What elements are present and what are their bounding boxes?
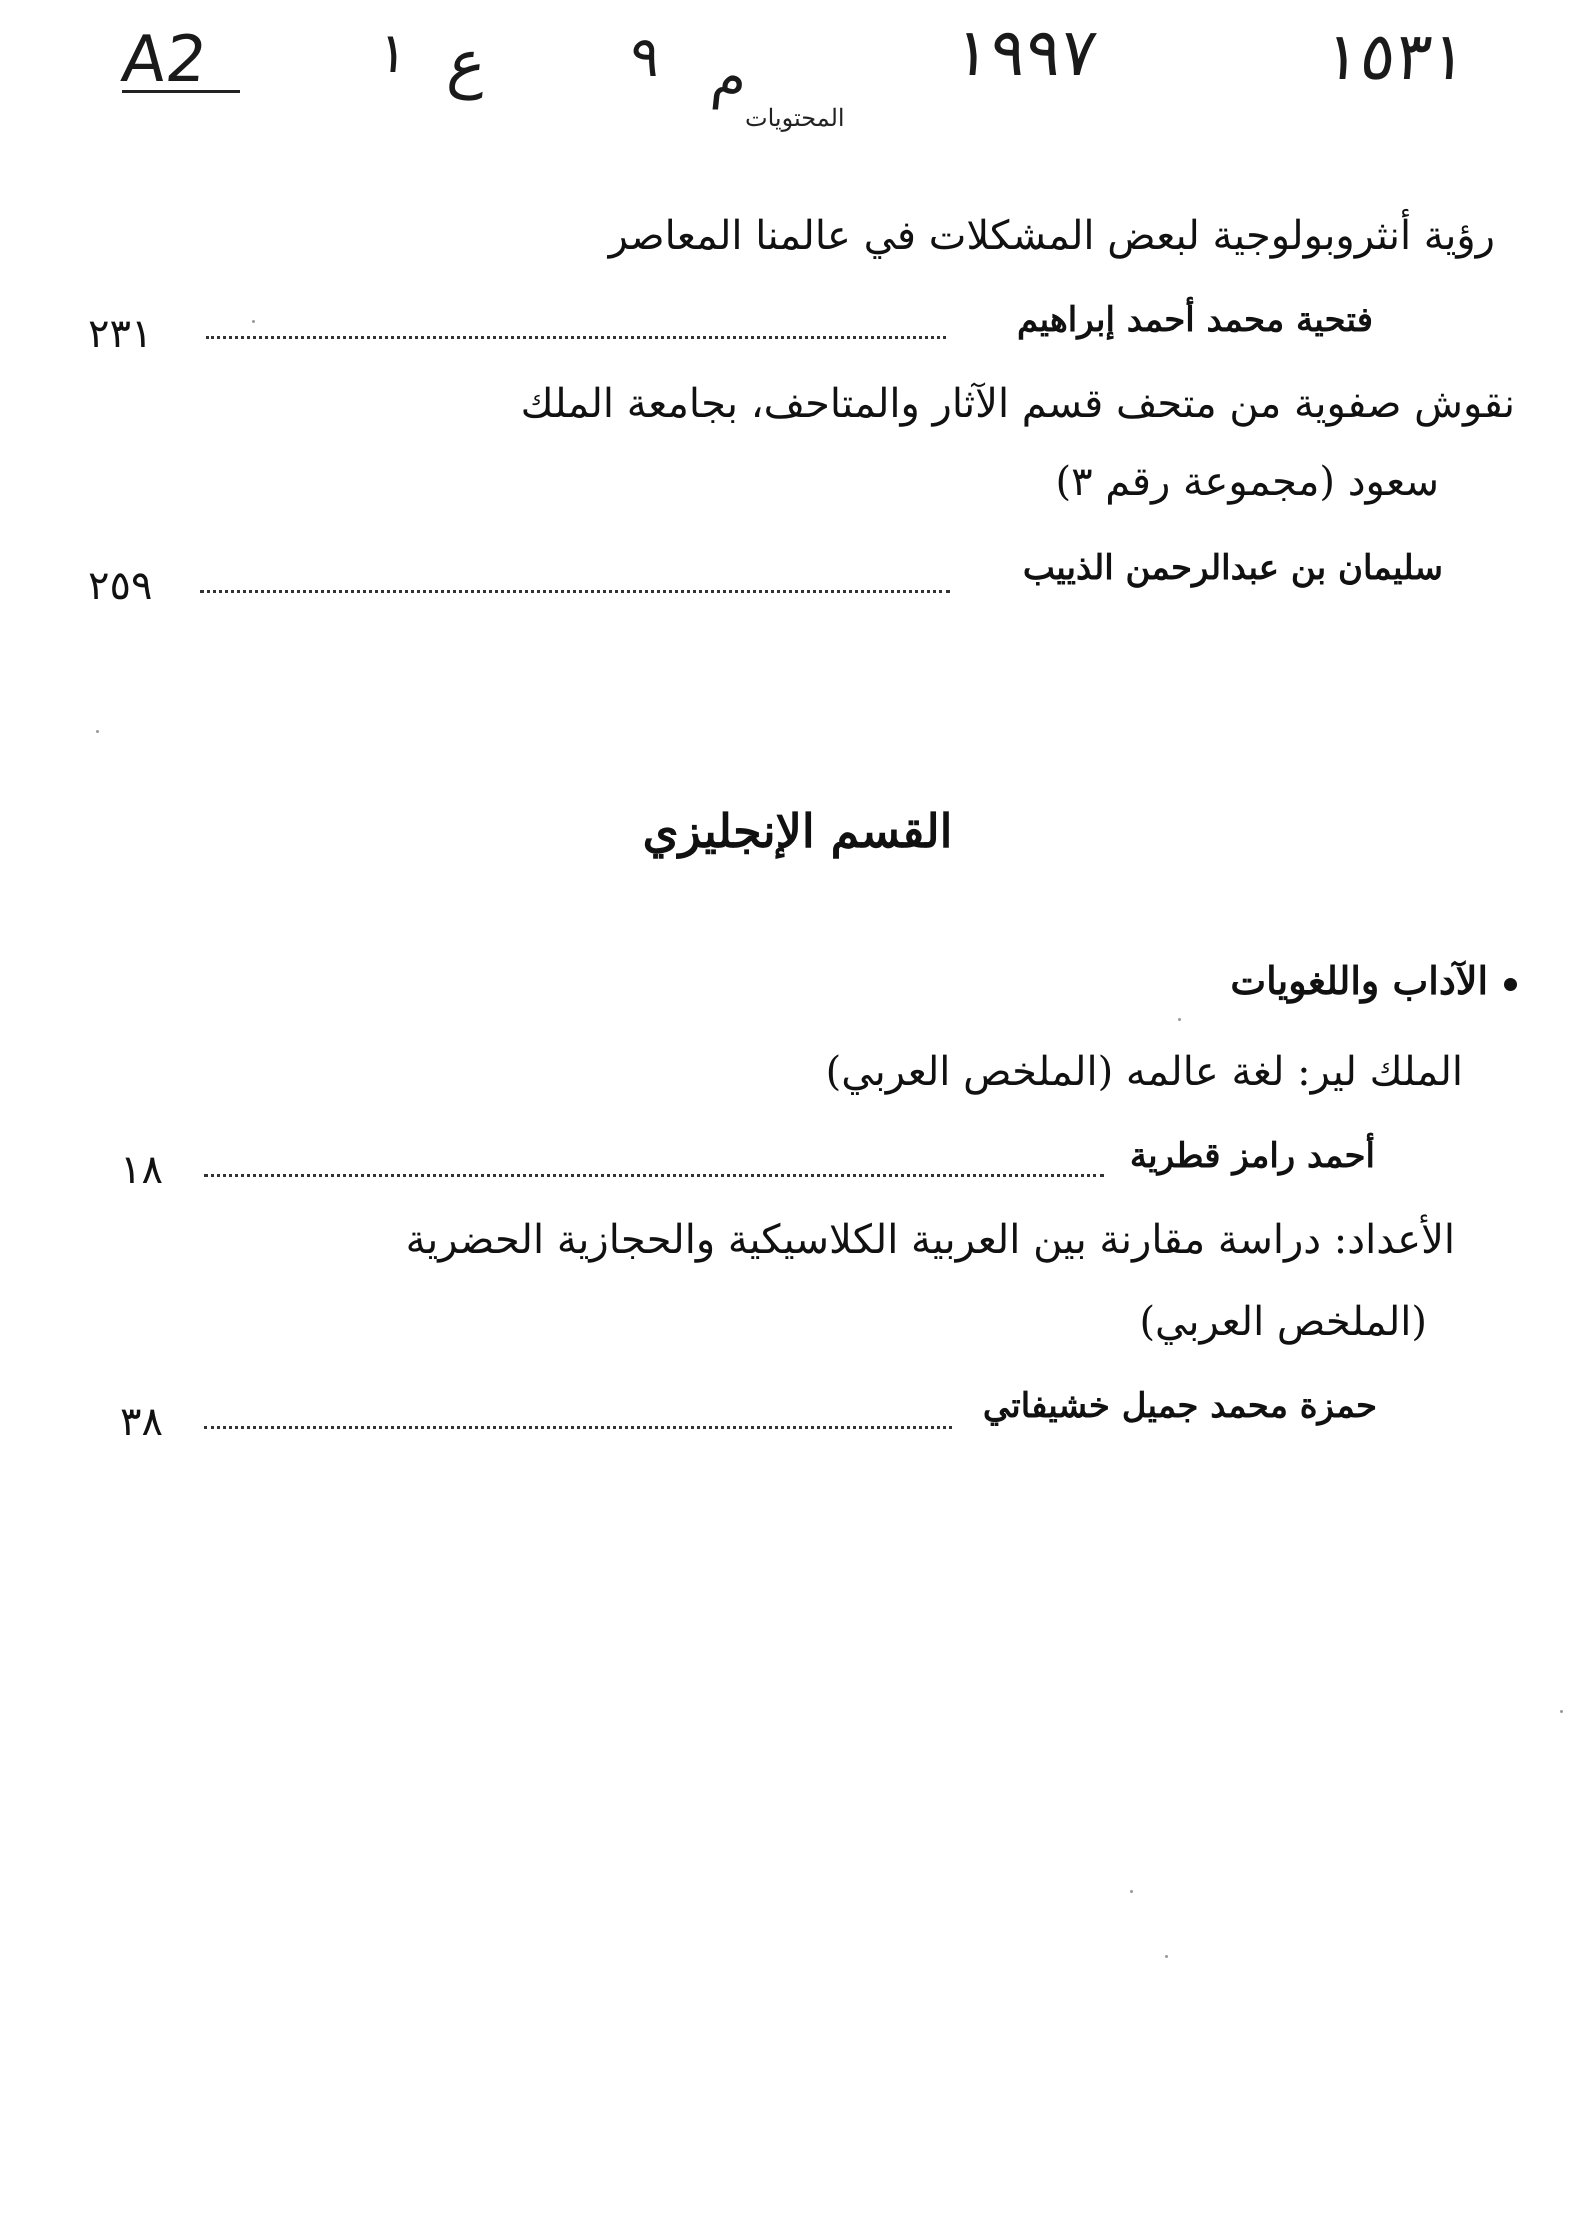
handwritten-year: ١٩٩٧ [951,14,1101,91]
entry-2-title-line-1: نقوش صفوية من متحف قسم الآثار والمتاحف، بجامعة الملك [520,381,1515,427]
handwritten-mark-1: ١ [374,21,412,86]
handwritten-code: A2 [118,23,211,97]
bullet-icon [1504,978,1517,991]
entry-1-author: فتحية محمد أحمد إبراهيم [1016,300,1373,340]
entry-1-dot-leader [206,336,946,339]
entry-1-title-line-1: رؤية أنثروبولوجية لبعض المشكلات في عالمنا المعاصر [608,213,1495,259]
scan-speck [1165,1955,1168,1958]
english-entry-1-dot-leader [204,1174,1104,1177]
handwritten-mark-2: ع [444,27,491,101]
scan-speck [252,320,255,323]
scan-speck [1178,1018,1181,1021]
subsection-label: الآداب واللغويات [1230,958,1488,1003]
entry-2-title-line-2: سعود (مجموعة رقم ٣) [1055,459,1439,505]
english-entry-2-title-line-1: الأعداد: دراسة مقارنة بين العربية الكلاسيكية والحجازية الحضرية [405,1217,1455,1263]
english-entry-2-page-number: ٣٨ [120,1399,163,1445]
entry-2-dot-leader [200,590,950,593]
english-entry-2-dot-leader [204,1426,952,1429]
handwritten-number: ١٥٣١ [1321,18,1471,95]
english-entry-1-page-number: ١٨ [120,1147,163,1193]
handwritten-mark-4: م [708,45,751,110]
entry-2-author: سليمان بن عبدالرحمن الذييب [1022,548,1443,588]
section-heading: القسم الإنجليزي [642,804,953,858]
handwritten-mark-3: ٩ [626,25,664,90]
entry-2-page-number: ٢٥٩ [88,563,153,609]
english-entry-2-title-line-2: (الملخص العربي) [1139,1299,1427,1345]
scan-speck [1560,1710,1563,1713]
handwritten-underline [122,90,240,93]
subsection-heading [1230,958,1517,1003]
english-entry-1-title: الملك لير: لغة عالمه (الملخص العربي) [825,1049,1463,1095]
english-entry-2-author: حمزة محمد جميل خشيفاتي [982,1386,1377,1426]
scan-speck [1130,1890,1133,1893]
entry-1-page-number: ٢٣١ [88,311,153,357]
scan-speck [96,730,99,733]
running-head: المحتويات [745,104,845,132]
english-entry-1-author: أحمد رامز قطرية [1129,1136,1375,1176]
